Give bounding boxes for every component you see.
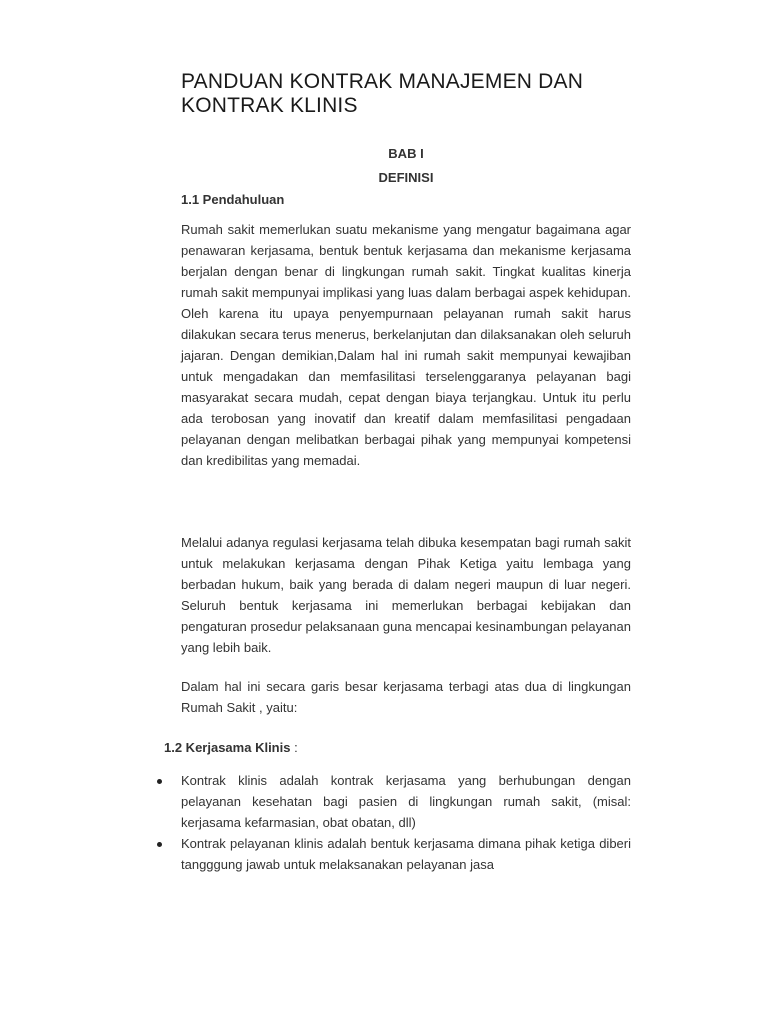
section-heading-label: 1.2 Kerjasama Klinis xyxy=(164,740,291,755)
bullet-dot-icon xyxy=(157,779,162,784)
paragraph-regulation: Melalui adanya regulasi kerjasama telah dibuka kesempatan bagi rumah sakit untuk melakukan kerjasama dengan Pihak Ketiga yaitu lembaga yang berbadan hukum, baik yang berada di dalam negeri maupun di luar negeri. Seluruh bentuk kerjasama ini memerlukan berbagai kebijakan dan pengaturan prosedur pelaksanaan guna mencapai kesinambungan pelayanan yang lebih baik. xyxy=(181,535,631,655)
chapter-number: BAB I xyxy=(388,146,424,161)
bullet-dot-icon xyxy=(157,842,162,847)
list-item xyxy=(0,833,631,875)
list-item-text: Kontrak pelayanan klinis adalah bentuk kerjasama dimana pihak ketiga diberi tangggung jawab untuk melaksanakan pelayanan jasa xyxy=(181,836,631,872)
document-title: PANDUAN KONTRAK MANAJEMEN DAN KONTRAK KLINIS xyxy=(181,70,584,117)
bullet-list xyxy=(0,770,768,875)
section-heading-kerjasama-klinis xyxy=(164,740,298,755)
section-heading-pendahuluan: 1.1 Pendahuluan xyxy=(181,192,285,207)
paragraph-division: Dalam hal ini secara garis besar kerjasama terbagi atas dua di lingkungan Rumah Sakit , yaitu: xyxy=(181,679,631,715)
section-heading-colon: : xyxy=(290,740,298,755)
chapter-title: DEFINISI xyxy=(378,170,434,185)
paragraph-intro: Rumah sakit memerlukan suatu mekanisme yang mengatur bagaimana agar penawaran kerjasama, bentuk bentuk kerjasama dan mekanisme kerjasama berjalan dengan benar di lingkungan rumah sakit. Tingkat kualitas kinerja rumah sakit mempunyai implikasi yang luas dalam berbagai aspek kehidupan. Oleh karena itu upaya penyempurnaan pelayanan rumah sakit harus dilakukan secara terus menerus, berkelanjutan dan dilaksanakan oleh seluruh jajaran. Dengan demikian,Dalam hal ini rumah sakit mempunyai kewajiban untuk mengadakan dan memfasilitasi terselenggaranya pelayanan bagi masyarakat secara mudah, cepat dengan biaya terjangkau. Untuk itu perlu ada terobosan yang inovatif dan kreatif dalam memfasilitasi pengadaan pelayanan dengan melibatkan berbagai pihak yang mempunyai kompetensi dan kredibilitas yang memadai. xyxy=(181,222,631,468)
list-item-text: Kontrak klinis adalah kontrak kerjasama yang berhubungan dengan pelayanan kesehatan bagi pasien di lingkungan rumah sakit, (misal: kerjasama kefarmasian, obat obatan, dll) xyxy=(181,773,631,830)
list-item xyxy=(0,770,631,833)
